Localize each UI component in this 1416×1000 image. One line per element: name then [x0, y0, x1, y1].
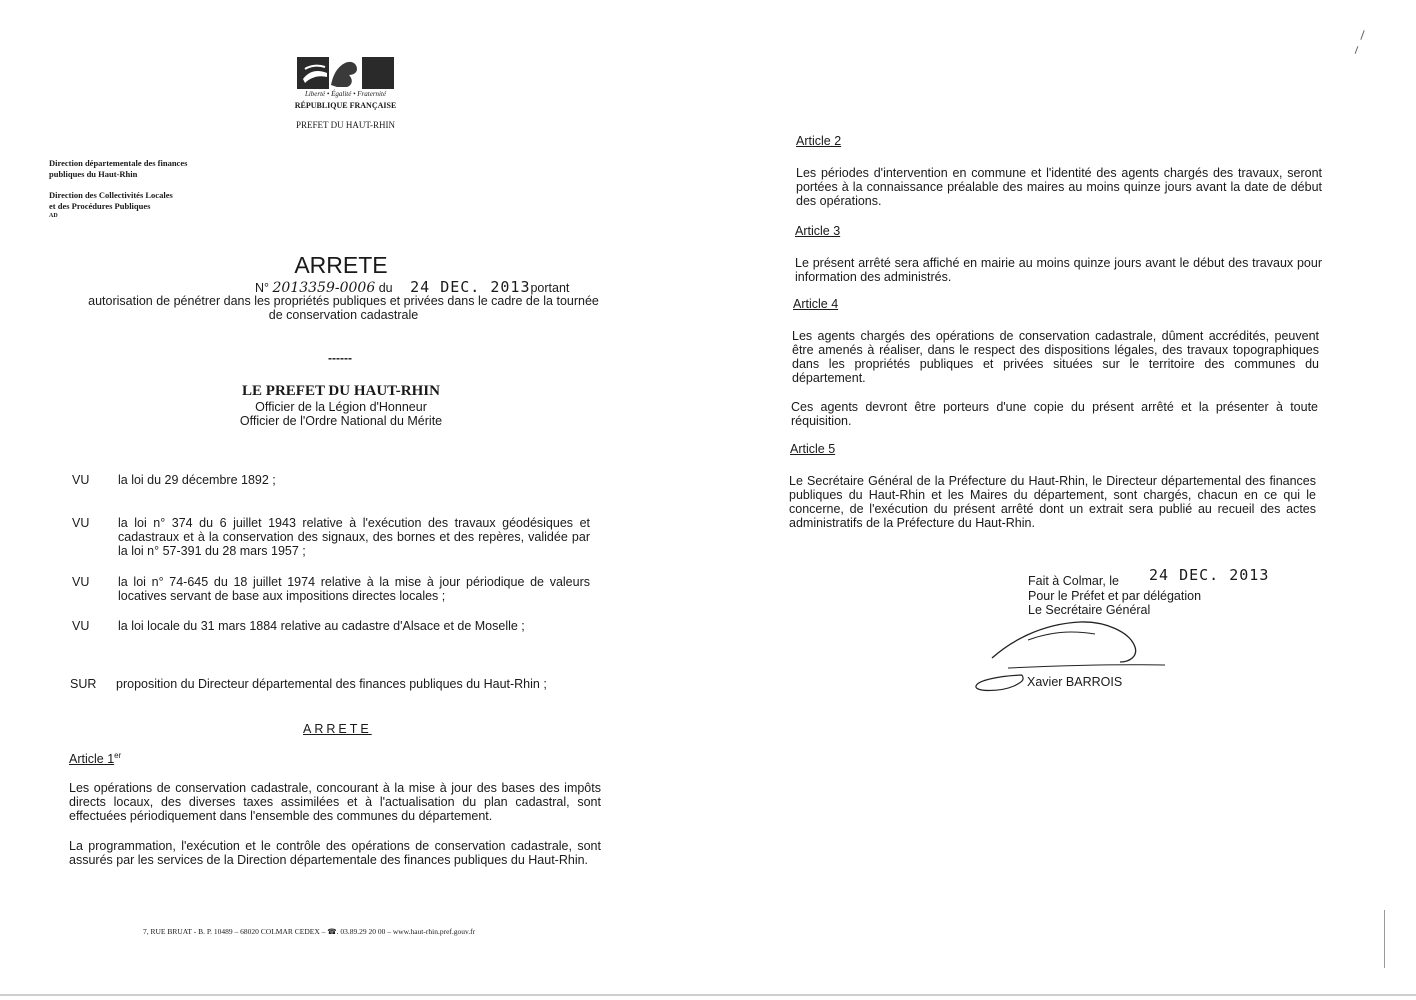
scan-mark [1355, 46, 1359, 54]
article-4-paragraph-2: Ces agents devront être porteurs d'une copie du présent arrêté et la présenter à toute réquisition. [791, 400, 1318, 428]
marianne-emblem [297, 57, 394, 89]
signature-place: Fait à Colmar, le [1028, 574, 1120, 588]
article-3-text: Le présent arrêté sera affiché en mairie au moins quinze jours avant le début des travaux pour information des administrés. [795, 256, 1322, 284]
article-3-title: Article 3 [795, 224, 841, 238]
scan-mark [1360, 30, 1364, 40]
authority-title-2: Officier de l'Ordre National du Mérite [239, 414, 443, 428]
authority-name: LE PREFET DU HAUT-RHIN [242, 383, 440, 399]
article-2-title: Article 2 [796, 134, 842, 148]
page-bottom-edge [0, 994, 1416, 996]
arrete-object [80, 294, 607, 322]
number-prefix: N° [255, 281, 270, 295]
article-1-sup: er [114, 751, 122, 760]
service-line-5: AD [49, 213, 58, 219]
vu-text: la loi du 29 décembre 1892 ; [118, 473, 276, 487]
article-5-text: Le Secrétaire Général de la Préfecture du Haut-Rhin, le Directeur départemental des finances publiques du Haut-Rhin et les Maires du département, sont chargés, chacun en ce qui le concerne, de l'exécution du présent arrêté dont un extrait sera publié au recueil des actes administratifs de la Préfecture du Haut-Rhin. [789, 474, 1316, 530]
object-line-1: autorisation de pénétrer dans les propriétés publiques et privées dans le cadre de la tournée [88, 294, 599, 308]
prefet-header: PREFET DU HAUT-RHIN [295, 120, 395, 130]
scan-mark [1384, 910, 1385, 968]
vu-text: la loi n° 374 du 6 juillet 1943 relative à l'exécution des travaux géodésiques et cadastraux et à la conservation des signaux, des bornes et des repères, validée par la loi n° 57-391 du 28 mars 1957 ; [118, 516, 590, 558]
portant-label: portant [530, 281, 570, 295]
handwritten-number: 2013359-0006 [272, 280, 376, 296]
sur-label: SUR [70, 677, 97, 691]
arrete-title: ARRETE [294, 252, 388, 278]
sur-text: proposition du Directeur départemental des finances publiques du Haut-Rhin ; [116, 677, 547, 691]
signature-date-stamp: 24 DEC. 2013 [1149, 566, 1270, 584]
service-line-1: Direction départementale des finances [49, 158, 188, 168]
vu-text: la loi locale du 31 mars 1884 relative au cadastre d'Alsace et de Moselle ; [118, 619, 525, 633]
service-line-4: et des Procédures Publiques [49, 201, 151, 211]
article-1-paragraph-2: La programmation, l'exécution et le contrôle des opérations de conservation cadastrale, sont assurés par les services de la Direction départementale des finances publiques du Haut-Rhin. [69, 839, 601, 867]
republic-logo [297, 57, 394, 89]
separator-dashes: ------ [328, 351, 352, 365]
article-4-title: Article 4 [793, 297, 839, 311]
article-1-paragraph-1: Les opérations de conservation cadastrale, concourant à la mise à jour des bases des impôts directs locaux, des diverses taxes assimilées et à l'actualisation du plan cadastral, sont effectuées périodiquement dans l'ensemble des communes du département. [69, 781, 601, 823]
authority-title-1: Officier de la Légion d'Honneur [255, 400, 427, 414]
article-1-label: Article 1 [69, 752, 115, 767]
signature-role: Le Secrétaire Général [1028, 603, 1151, 617]
service-block [49, 158, 187, 220]
vu-label: VU [72, 575, 90, 589]
signature-delegation: Pour le Préfet et par délégation [1028, 589, 1202, 603]
vu-text: la loi n° 74-645 du 18 juillet 1974 relative à la mise à jour périodique de valeurs locatives servant de base aux impositions directes locales ; [118, 575, 590, 603]
service-line-2: publiques du Haut-Rhin [49, 169, 138, 179]
article-2-text: Les périodes d'intervention en commune et l'identité des agents chargés des travaux, seront portées à la connaissance préalable des maires au moins quinze jours avant la date de début des opérations. [796, 166, 1322, 208]
republic-motto: Liberté • Égalité • Fraternité [304, 90, 387, 98]
object-line-2: de conservation cadastrale [268, 308, 419, 322]
service-line-3: Direction des Collectivités Locales [49, 190, 173, 200]
republic-name: RÉPUBLIQUE FRANÇAISE [294, 101, 397, 110]
arrete-heading: ARRETE [303, 722, 372, 736]
vu-label: VU [72, 619, 90, 633]
authority-block [211, 383, 471, 428]
footer-address: 7, RUE BRUAT - B. P. 10489 – 68020 COLMAR CEDEX – ☎. 03.89.29 20 00 – www.haut-rhin.pref.gouv.fr [143, 927, 476, 936]
article-5-title: Article 5 [790, 442, 836, 456]
signatory-name: Xavier BARROIS [1027, 675, 1123, 689]
article-1-title [69, 751, 121, 766]
vu-label: VU [72, 516, 90, 530]
article-4-paragraph-1: Les agents chargés des opérations de conservation cadastrale, dûment accrédités, peuvent être amenés à réaliser, dans le respect des dispositions légales, des travaux topographiques dans les propriétés publiques et privées situées sur le territoire des communes du département. [792, 329, 1319, 385]
vu-label: VU [72, 473, 90, 487]
date-stamp: 24 DEC. 2013 [410, 278, 531, 296]
du-label: du [378, 281, 393, 295]
